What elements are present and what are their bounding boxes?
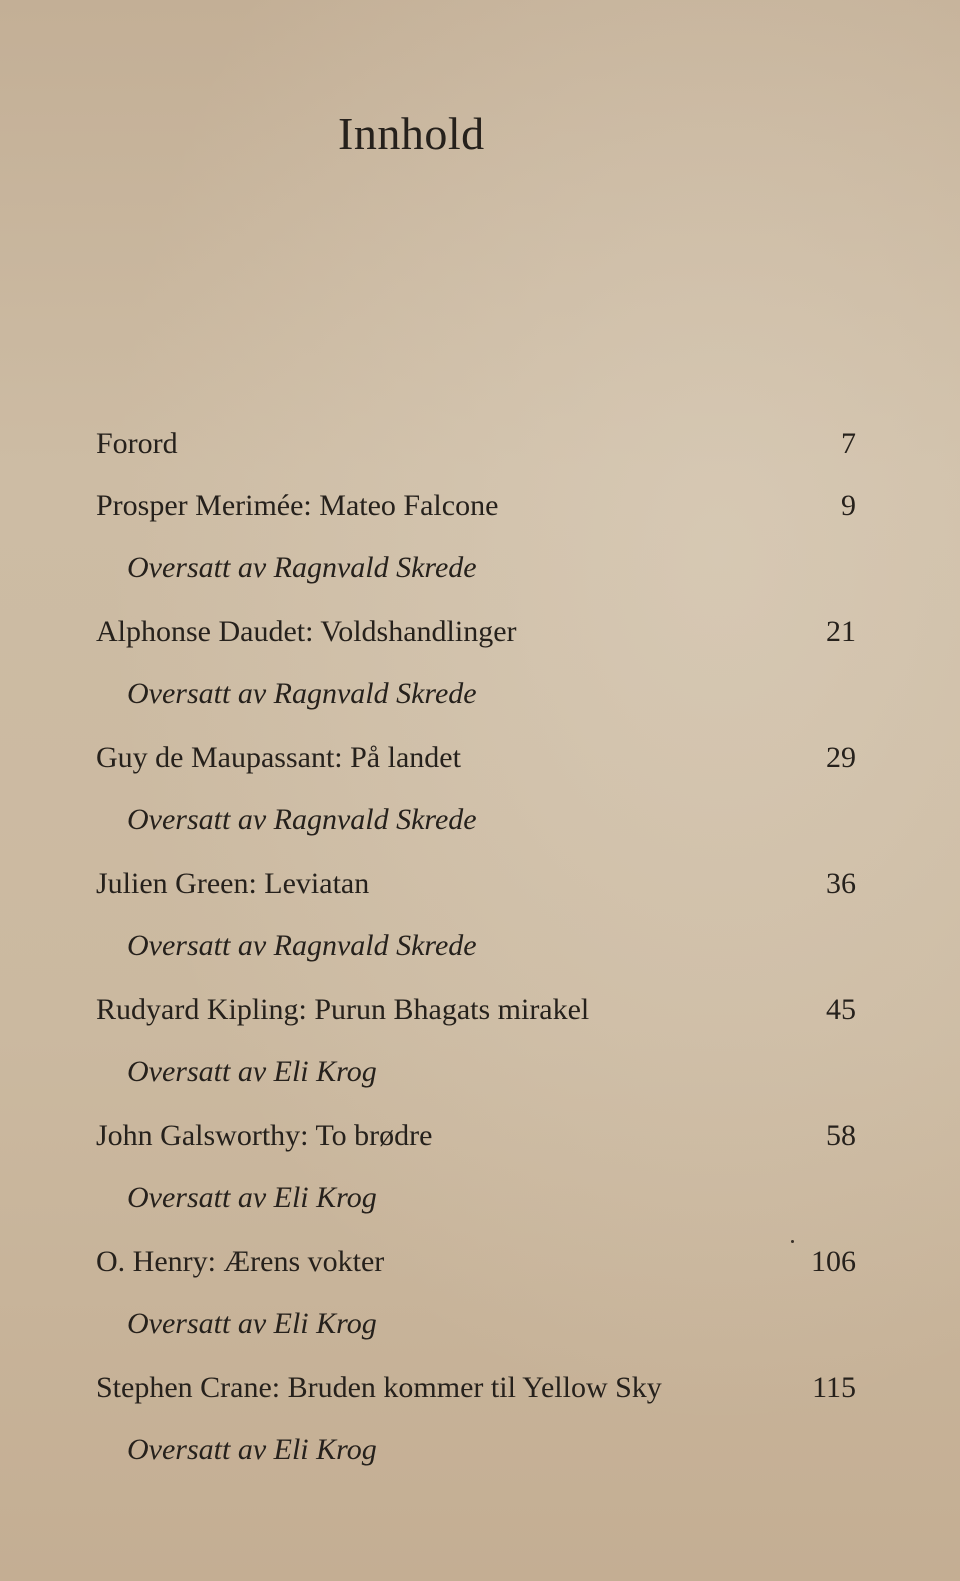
toc-entry-translator: Oversatt av Eli Krog — [127, 1181, 377, 1214]
toc-entry — [0, 598, 960, 724]
toc-entry-title: Rudyard Kipling: Purun Bhagats mirakel — [96, 993, 590, 1026]
toc-entry-translator: Oversatt av Eli Krog — [127, 1307, 377, 1340]
toc-entry-title: Alphonse Daudet: Voldshandlinger — [96, 615, 517, 648]
toc-entry-translator: Oversatt av Ragnvald Skrede — [127, 803, 477, 836]
page-title: Innhold — [338, 108, 485, 159]
toc-entry-page-number: 45 — [826, 993, 856, 1026]
toc-entry-page-number: 9 — [841, 489, 856, 522]
toc-entry-translator: Oversatt av Eli Krog — [127, 1433, 377, 1466]
toc-entry-page-number: 115 — [812, 1371, 856, 1404]
toc-entry-title: John Galsworthy: To brødre — [96, 1119, 433, 1152]
paper-speck — [791, 1240, 794, 1243]
toc-entry-title: Guy de Maupassant: På landet — [96, 741, 461, 774]
toc-entry-title: Julien Green: Leviatan — [96, 867, 370, 900]
toc-entry — [0, 1102, 960, 1228]
toc-entry-translator: Oversatt av Ragnvald Skrede — [127, 677, 477, 710]
toc-entry-translator: Oversatt av Ragnvald Skrede — [127, 929, 477, 962]
toc-entry-page-number: 58 — [826, 1119, 856, 1152]
toc-entry-title: Prosper Merimée: Mateo Falcone — [96, 489, 499, 522]
toc-entry-page-number: 7 — [841, 427, 856, 460]
table-of-contents — [0, 410, 960, 1480]
toc-entry-title: Stephen Crane: Bruden kommer til Yellow Sky — [96, 1371, 662, 1404]
toc-entry — [0, 1354, 960, 1480]
toc-entry — [0, 976, 960, 1102]
toc-entry-page-number: 106 — [811, 1245, 856, 1278]
toc-entry — [0, 724, 960, 850]
toc-entry-title: Forord — [96, 427, 178, 460]
toc-entry — [0, 850, 960, 976]
toc-entry-page-number: 21 — [826, 615, 856, 648]
toc-entry-foreword — [0, 410, 960, 472]
toc-entry-page-number: 29 — [826, 741, 856, 774]
toc-entry — [0, 1228, 960, 1354]
toc-entry-translator: Oversatt av Eli Krog — [127, 1055, 377, 1088]
toc-entry-translator: Oversatt av Ragnvald Skrede — [127, 551, 477, 584]
toc-entry-title: O. Henry: Ærens vokter — [96, 1245, 385, 1278]
toc-entry-page-number: 36 — [826, 867, 856, 900]
toc-entry — [0, 472, 960, 598]
